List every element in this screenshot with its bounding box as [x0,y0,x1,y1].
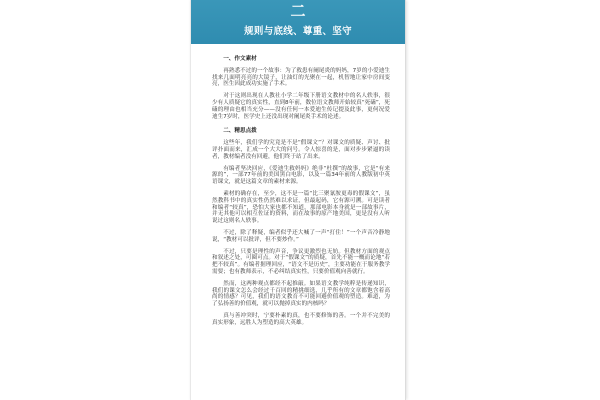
article-title: 规则与底线、尊重、坚守 [244,26,352,37]
paragraph: 对于这则出现在人教社小学二年级下册语文教材中的名人轶事，很少有人质疑它的真实性，直到8年前，数位语文教师开始较真“死磕”，死磕的理由也相当充分——没有任何一本爱迪生传记提及此事，更何况爱迪生7岁时，医学史上还没出现对阑尾炎手术的论述。 [212,93,390,120]
section-heading: 二、精思点拨 [223,128,257,135]
chapter-numeral: 二 [290,2,306,20]
article-column [190,0,406,400]
section-heading: 一、作文素材 [223,56,257,62]
paragraph: 再熟悉不过的一个故事：为了救患有阑尾炎的妈妈，7岁的小爱迪生找来几面明亮亮的大镜子，让油灯的光聚在一起，机智地让家中房间变亮，医生因此成功实施了手术。 [212,67,390,88]
paragraph: 这些年，我们学的究竟是不是“假课文”？对课文的质疑、声讨、批评扑面而来，汇成一个大大的问号。令人惊喜的是，面对步步紧逼的读者，教材编者没有回避，他们终于站了出来。 [212,140,390,160]
paragraph: 有编者坚决回应，《爱迪生救妈妈》绝非“杜撰”的故事，它是“有来源的”，一部77年前的美国黑白电影，以及一篇34年前的人教版初中英语课文，就是这篇文章的素材来源。 [212,165,390,186]
section-material [212,56,390,120]
paragraph: 不过，只要是理性的声音，争议更激烈也无妨。但教材方面的观点和叙述之处，可圈可点。对于“假课文”的质疑，首先不能一概而论地“若把不较真”。有编者据理回应，“语文不是历史”，主要功能在于服务教学需要；也有教师表示，不必纠结真实性，只要价值观向善就行。 [212,248,390,275]
article-header [191,0,405,44]
paragraph: 素材的确存在，至少，这不是一篇“比三聚氰胺更毒的假课文”，虽然教科书中的真实性仍然难以求证，但最起码，它有源可溯。可是读者和编者“较真”，恐怕大家也都不知道，那部电影本身就是一部故事片，并无其他可以相互佐证的资料，而在故事的原产地美国，更是没有人听说过这则名人轶事。 [212,190,390,225]
paragraph: 然而，这两种观点都经不起推敲。如果语文教学纯粹是传递知识，我们的课文怎么会经过千百回的精挑细选，几乎所有的文章都饱含着高尚的情感？可见，我们的语文教育不可能回避价值观的塑造。难道，为了弘扬善的价值观，就可以抛掉真实的内核吗？ [212,280,390,308]
paragraph: 不过，除了释疑，编者似乎还大喊了一声“打住！”一个声音冷静地说，“教材可以批评，但不要炒作。” [212,229,390,243]
section-analysis [212,128,390,326]
article-body [191,44,405,388]
paragraph: 真与善冲突时，宁要朴素的真，也不要修饰的善。一个并不完美的真实形象，远胜人为塑造的高大英雄。 [212,312,390,326]
